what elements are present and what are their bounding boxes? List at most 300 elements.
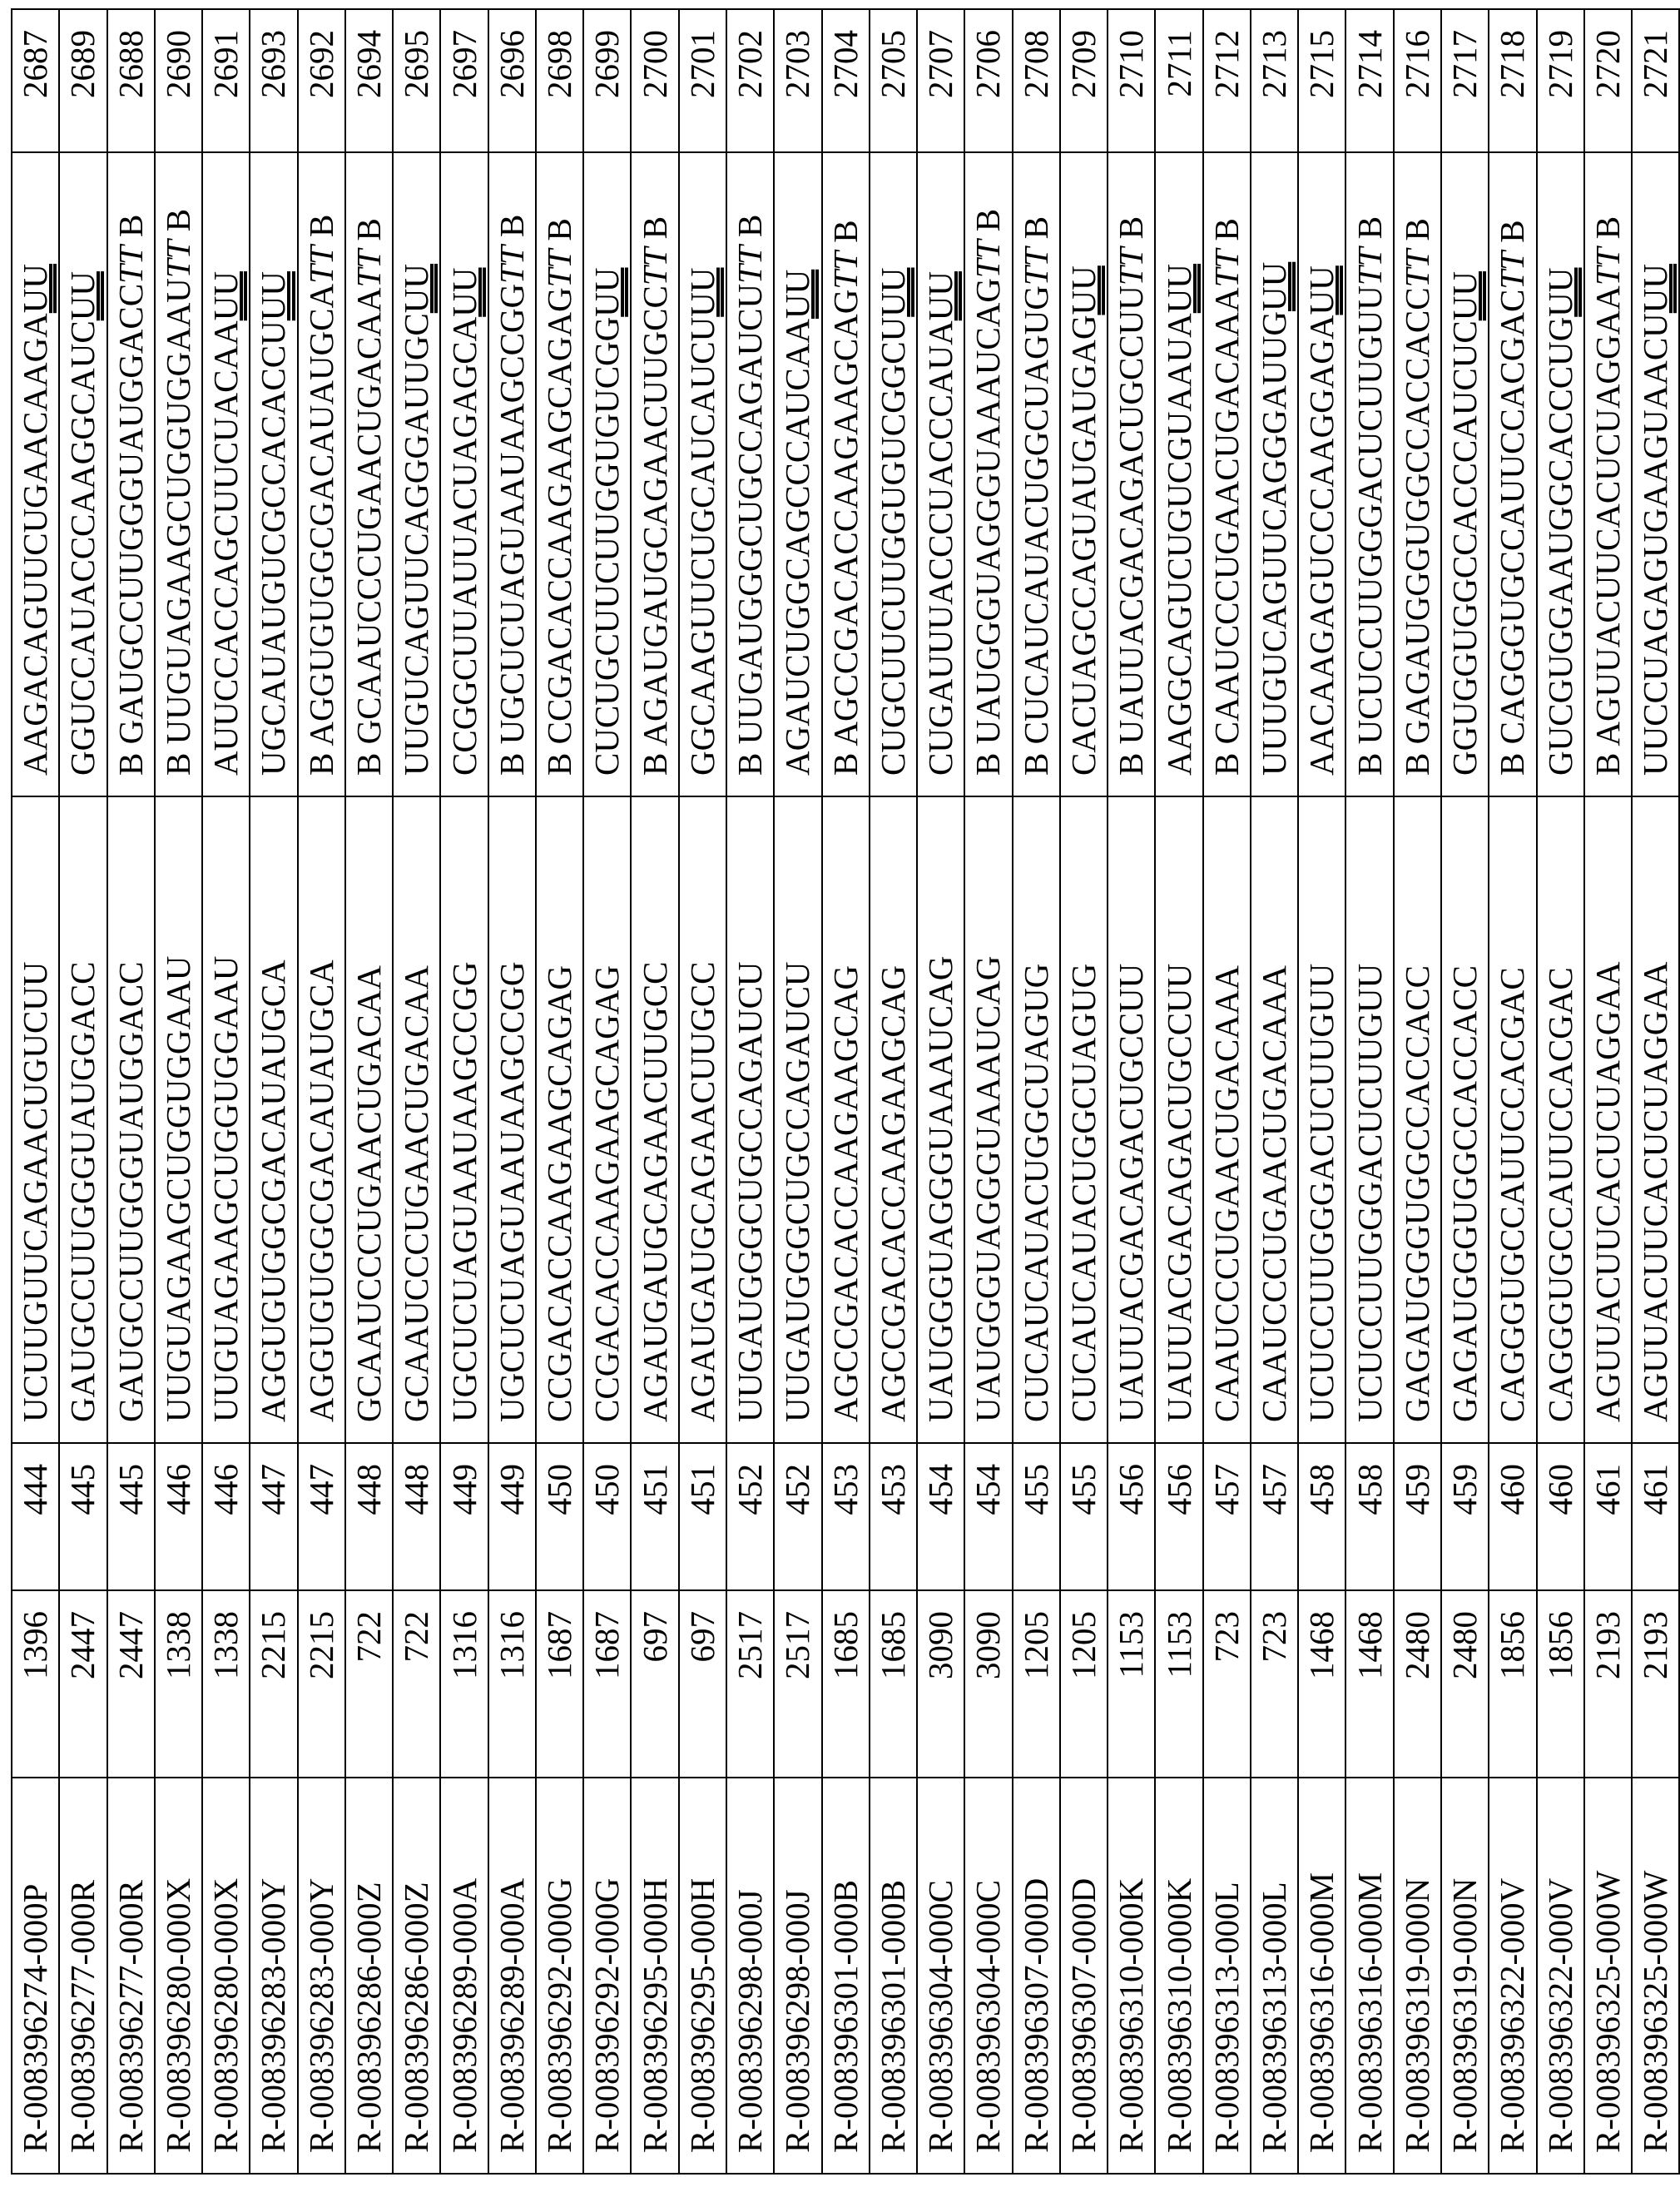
table-row xyxy=(1537,9,1584,2174)
antisense-seq-id-cell: 2687 xyxy=(12,9,59,152)
sense-sequence-cell: UGCUCUAGUAAUAAGCCGG xyxy=(488,796,536,1443)
antisense-core: UAUUACGACAGACUGCCUU xyxy=(1112,285,1150,744)
sense-sequence-cell: AGGUGUGGCGACAUAUGCA xyxy=(298,796,345,1443)
antisense-core: UCUCCUUGGGACUCUUGUU xyxy=(1350,285,1389,744)
table-row xyxy=(107,9,155,2174)
antisense-sequence-cell xyxy=(583,152,631,796)
antisense-core: AGAUGAUGCAGAACUUGCC xyxy=(636,285,674,746)
antisense-suffix: B xyxy=(1493,220,1531,251)
seq-id-number-cell: 449 xyxy=(488,1443,536,1590)
antisense-sequence-cell xyxy=(1298,152,1345,796)
antisense-sequence-cell xyxy=(1584,152,1632,796)
duplex-id-cell: R-008396325-000W xyxy=(1632,1778,1679,2174)
duplex-id-cell: R-008396304-000C xyxy=(964,1778,1012,2174)
table-row xyxy=(250,9,297,2174)
antisense-core: GUCGUGGAAUGGCACCCUG xyxy=(1541,317,1579,776)
sense-sequence-cell: AGGUGUGGCGACAUAUGCA xyxy=(250,796,297,1443)
duplex-id-cell: R-008396322-000V xyxy=(1489,1778,1536,2174)
antisense-core: CAGGGUGCCAUUCCACGAC xyxy=(1493,290,1531,745)
position-number-cell: 697 xyxy=(631,1590,678,1778)
antisense-seq-id-cell: 2714 xyxy=(1345,9,1393,152)
antisense-overhang: UU xyxy=(1064,265,1103,315)
antisense-overhang: UU xyxy=(1445,271,1484,320)
duplex-id-cell: R-008396283-000Y xyxy=(298,1778,345,2174)
antisense-prefix: B xyxy=(159,744,197,776)
antisense-overhang: TT xyxy=(1493,251,1531,290)
antisense-overhang: TT xyxy=(540,250,578,288)
sense-sequence-cell: GCAAUCCCUGAACUGACAA xyxy=(393,796,440,1443)
seq-id-number-cell: 457 xyxy=(1203,1443,1251,1590)
antisense-overhang: TT xyxy=(826,251,865,290)
position-number-cell: 1687 xyxy=(583,1590,631,1778)
antisense-prefix: B xyxy=(493,744,531,776)
position-number-cell: 2193 xyxy=(1584,1590,1632,1778)
antisense-overhang: UU xyxy=(254,271,292,320)
antisense-sequence-cell xyxy=(1155,152,1202,796)
sense-sequence-cell: CAAUCCCUGAACUGACAAA xyxy=(1203,796,1251,1443)
antisense-seq-id-cell: 2718 xyxy=(1489,9,1536,152)
antisense-sequence-cell xyxy=(917,152,964,796)
position-number-cell: 1687 xyxy=(536,1590,583,1778)
seq-id-number-cell: 456 xyxy=(1155,1443,1202,1590)
antisense-seq-id-cell: 2698 xyxy=(536,9,583,152)
table-row xyxy=(964,9,1012,2174)
antisense-sequence-cell xyxy=(1632,152,1679,796)
antisense-prefix: B xyxy=(969,744,1007,776)
duplex-id-cell: R-008396292-000G xyxy=(536,1778,583,2174)
seq-id-number-cell: 454 xyxy=(964,1443,1012,1590)
antisense-sequence-cell xyxy=(1537,152,1584,796)
antisense-overhang: UU xyxy=(1302,265,1341,315)
sense-sequence-cell: AGCCGACACCAAGAAGCAG xyxy=(870,796,917,1443)
duplex-id-cell: R-008396319-000N xyxy=(1394,1778,1441,2174)
antisense-sequence-cell xyxy=(59,152,107,796)
antisense-sequence-cell xyxy=(107,152,155,796)
antisense-seq-id-cell: 2689 xyxy=(59,9,107,152)
antisense-core: GCAAUCCCUGAACUGACAA xyxy=(349,287,388,744)
seq-id-number-cell: 455 xyxy=(1060,1443,1108,1590)
antisense-prefix: B xyxy=(1112,744,1150,776)
antisense-core: UGCUCUAGUAAUAAGCCGG xyxy=(493,284,531,745)
antisense-core: UAUGGGUAGGGUAAAUCAG xyxy=(969,278,1007,744)
antisense-prefix: B xyxy=(1588,746,1627,776)
antisense-core: GAGAUGGGUGGCCACCACC xyxy=(1398,287,1436,744)
antisense-core: CUCAUCAUACUGGCUAGUG xyxy=(1017,285,1055,744)
antisense-sequence-cell xyxy=(393,152,440,796)
antisense-core: AGGUGUGGCGACAUAUGCA xyxy=(302,284,340,746)
antisense-sequence-cell xyxy=(1345,152,1393,796)
sense-sequence-cell: GAGAUGGGUGGCCACCACC xyxy=(1441,796,1489,1443)
table-body xyxy=(12,9,1679,2174)
antisense-suffix: B xyxy=(1398,218,1436,250)
antisense-sequence-cell xyxy=(202,152,250,796)
antisense-suffix: B xyxy=(826,220,865,251)
duplex-id-cell: R-008396286-000Z xyxy=(345,1778,393,2174)
antisense-suffix: B xyxy=(1350,216,1389,248)
duplex-id-cell: R-008396292-000G xyxy=(583,1778,631,2174)
table-row xyxy=(679,9,726,2174)
antisense-seq-id-cell: 2701 xyxy=(679,9,726,152)
antisense-prefix: B xyxy=(540,744,578,776)
antisense-seq-id-cell: 2705 xyxy=(870,9,917,152)
seq-id-number-cell: 449 xyxy=(440,1443,488,1590)
antisense-core: CCGGCUUAUUACUAGAGCA xyxy=(445,317,483,776)
antisense-core: GGUGGUGGCCACCCAUCUC xyxy=(1445,320,1484,776)
antisense-core: CACUAGCCAGUAUGAUGAG xyxy=(1064,315,1103,776)
sense-sequence-cell: GAUGCCUUGGGUAUGGACC xyxy=(59,796,107,1443)
sense-sequence-cell: UUGUAGAAGCUGGUGGAAU xyxy=(155,796,202,1443)
antisense-overhang: UU xyxy=(397,264,435,313)
sense-sequence-cell: UUGAUGGGCUGCCAGAUCU xyxy=(774,796,821,1443)
table-row xyxy=(155,9,202,2174)
duplex-id-cell: R-008396274-000P xyxy=(12,1778,59,2174)
antisense-seq-id-cell: 2721 xyxy=(1632,9,1679,152)
antisense-sequence-cell xyxy=(536,152,583,796)
antisense-core: CUGCUUCUUGGUGUCGGCU xyxy=(874,317,912,776)
position-number-cell: 1205 xyxy=(1013,1590,1060,1778)
table-row xyxy=(583,9,631,2174)
antisense-overhang: UU xyxy=(1160,264,1198,313)
sense-sequence-cell: UUGUAGAAGCUGGUGGAAU xyxy=(202,796,250,1443)
duplex-id-cell: R-008396313-000L xyxy=(1251,1778,1298,2174)
duplex-id-cell: R-008396313-000L xyxy=(1203,1778,1251,2174)
seq-id-number-cell: 460 xyxy=(1489,1443,1536,1590)
seq-id-number-cell: 446 xyxy=(202,1443,250,1590)
antisense-seq-id-cell: 2710 xyxy=(1108,9,1155,152)
antisense-overhang: TT xyxy=(969,240,1007,278)
duplex-id-cell: R-008396277-000R xyxy=(59,1778,107,2174)
seq-id-number-cell: 450 xyxy=(536,1443,583,1590)
antisense-seq-id-cell: 2697 xyxy=(440,9,488,152)
seq-id-number-cell: 451 xyxy=(631,1443,678,1590)
duplex-id-cell: R-008396325-000W xyxy=(1584,1778,1632,2174)
sense-sequence-cell: CUCAUCAUACUGGCUAGUG xyxy=(1013,796,1060,1443)
table-row xyxy=(440,9,488,2174)
antisense-overhang: TT xyxy=(1017,248,1055,286)
sense-sequence-cell: UCUCCUUGGGACUCUUGUU xyxy=(1345,796,1393,1443)
antisense-sequence-cell xyxy=(155,152,202,796)
antisense-core: UUGUCAGUUCAGGGAUUGC xyxy=(397,313,435,776)
sense-sequence-cell: GAGAUGGGUGGCCACCACC xyxy=(1394,796,1441,1443)
duplex-id-cell: R-008396295-000H xyxy=(631,1778,678,2174)
position-number-cell: 2480 xyxy=(1394,1590,1441,1778)
sense-sequence-cell: UAUUACGACAGACUGCCUU xyxy=(1108,796,1155,1443)
antisense-sequence-cell xyxy=(870,152,917,796)
antisense-core: CAAUCCCUGAACUGACAAA xyxy=(1207,287,1246,744)
antisense-core: UUCCUAGAGUGAAGUAACU xyxy=(1636,313,1674,776)
antisense-seq-id-cell: 2702 xyxy=(726,9,774,152)
antisense-prefix: B xyxy=(1207,744,1246,776)
antisense-seq-id-cell: 2716 xyxy=(1394,9,1441,152)
antisense-suffix: B xyxy=(1017,216,1055,248)
table-row xyxy=(488,9,536,2174)
table-row xyxy=(1632,9,1679,2174)
antisense-prefix: B xyxy=(1350,744,1389,776)
table-row xyxy=(1298,9,1345,2174)
antisense-sequence-cell xyxy=(964,152,1012,796)
antisense-sequence-cell xyxy=(1441,152,1489,796)
antisense-sequence-cell xyxy=(822,152,870,796)
position-number-cell: 3090 xyxy=(917,1590,964,1778)
sense-sequence-cell: AGUUACUUCACUCUAGGAA xyxy=(1632,796,1679,1443)
antisense-core: CUCUGCUUCUUGGUGUCGG xyxy=(587,317,626,776)
position-number-cell: 2215 xyxy=(298,1590,345,1778)
seq-id-number-cell: 461 xyxy=(1632,1443,1679,1590)
antisense-core: AGCCGACACCAAGAAGCAG xyxy=(826,290,865,746)
seq-id-number-cell: 447 xyxy=(298,1443,345,1590)
table-row xyxy=(1441,9,1489,2174)
duplex-id-cell: R-008396280-000X xyxy=(155,1778,202,2174)
antisense-overhang: TT xyxy=(159,240,197,278)
position-number-cell: 2447 xyxy=(107,1590,155,1778)
table-row xyxy=(298,9,345,2174)
sense-sequence-cell: AGUUACUUCACUCUAGGAA xyxy=(1584,796,1632,1443)
duplex-id-cell: R-008396295-000H xyxy=(679,1778,726,2174)
seq-id-number-cell: 445 xyxy=(59,1443,107,1590)
position-number-cell: 1856 xyxy=(1537,1590,1584,1778)
antisense-suffix: B xyxy=(349,218,388,250)
antisense-overhang: TT xyxy=(302,245,340,284)
antisense-overhang: UU xyxy=(1255,262,1293,311)
position-number-cell: 2447 xyxy=(59,1590,107,1778)
antisense-seq-id-cell: 2693 xyxy=(250,9,297,152)
antisense-sequence-cell xyxy=(1013,152,1060,796)
seq-id-number-cell: 456 xyxy=(1108,1443,1155,1590)
position-number-cell: 723 xyxy=(1203,1590,1251,1778)
antisense-seq-id-cell: 2706 xyxy=(964,9,1012,152)
antisense-overhang: TT xyxy=(731,245,769,284)
antisense-seq-id-cell: 2717 xyxy=(1441,9,1489,152)
antisense-overhang: UU xyxy=(921,271,959,320)
antisense-overhang: UU xyxy=(1636,264,1674,313)
antisense-sequence-cell xyxy=(1203,152,1251,796)
antisense-overhang: TT xyxy=(1112,248,1150,286)
duplex-id-cell: R-008396277-000R xyxy=(107,1778,155,2174)
antisense-core: CUGAUUUACCCUACCCAUA xyxy=(921,320,959,776)
antisense-sequence-cell xyxy=(298,152,345,796)
position-number-cell: 1153 xyxy=(1108,1590,1155,1778)
table-row xyxy=(59,9,107,2174)
antisense-overhang: UU xyxy=(16,264,54,313)
position-number-cell: 2517 xyxy=(726,1590,774,1778)
duplex-id-cell: R-008396310-000K xyxy=(1108,1778,1155,2174)
seq-id-number-cell: 455 xyxy=(1013,1443,1060,1590)
sense-sequence-cell: UUGAUGGGCUGCCAGAUCU xyxy=(726,796,774,1443)
table-row xyxy=(1394,9,1441,2174)
table-row xyxy=(917,9,964,2174)
table-row xyxy=(631,9,678,2174)
duplex-id-cell: R-008396307-000D xyxy=(1060,1778,1108,2174)
seq-id-number-cell: 448 xyxy=(345,1443,393,1590)
seq-id-number-cell: 457 xyxy=(1251,1443,1298,1590)
rotated-table-page xyxy=(11,10,1621,2175)
antisense-core: CCGACACCAAGAAGCAGAG xyxy=(540,287,578,744)
antisense-overhang: TT xyxy=(636,248,674,286)
sense-sequence-cell: CAGGGUGCCAUUCCACGAC xyxy=(1537,796,1584,1443)
seq-id-number-cell: 445 xyxy=(107,1443,155,1590)
antisense-core: AAGACAGUUCUGAACAAGA xyxy=(16,313,54,776)
position-number-cell: 2193 xyxy=(1632,1590,1679,1778)
position-number-cell: 723 xyxy=(1251,1590,1298,1778)
sense-sequence-cell: UAUUACGACAGACUGCCUU xyxy=(1155,796,1202,1443)
antisense-core: AAGGCAGUCUGUCGUAAUA xyxy=(1160,313,1198,776)
antisense-suffix: B xyxy=(493,215,531,246)
duplex-id-cell: R-008396286-000Z xyxy=(393,1778,440,2174)
antisense-overhang: UU xyxy=(587,268,626,317)
antisense-seq-id-cell: 2715 xyxy=(1298,9,1345,152)
position-number-cell: 1153 xyxy=(1155,1590,1202,1778)
table-row xyxy=(774,9,821,2174)
duplex-id-cell: R-008396301-000B xyxy=(822,1778,870,2174)
antisense-core: UUUGUCAGUUCAGGGAUUG xyxy=(1255,311,1293,776)
antisense-sequence-cell xyxy=(631,152,678,796)
sense-sequence-cell: UAUGGGUAGGGUAAAUCAG xyxy=(964,796,1012,1443)
antisense-suffix: B xyxy=(731,215,769,246)
table-row xyxy=(1203,9,1251,2174)
antisense-core: GGUCCAUACCCAAGGCAUC xyxy=(63,320,102,776)
duplex-id-cell: R-008396304-000C xyxy=(917,1778,964,2174)
position-number-cell: 722 xyxy=(345,1590,393,1778)
sirna-sequence-table xyxy=(11,8,1680,2175)
seq-id-number-cell: 453 xyxy=(822,1443,870,1590)
table-row xyxy=(1489,9,1536,2174)
position-number-cell: 1685 xyxy=(870,1590,917,1778)
antisense-suffix: B xyxy=(969,209,1007,241)
antisense-overhang: UU xyxy=(206,271,245,320)
sense-sequence-cell: CCGACACCAAGAAGCAGAG xyxy=(583,796,631,1443)
antisense-prefix: B xyxy=(731,744,769,776)
table-row xyxy=(870,9,917,2174)
antisense-sequence-cell xyxy=(774,152,821,796)
sense-sequence-cell: UGCUCUAGUAAUAAGCCGG xyxy=(440,796,488,1443)
seq-id-number-cell: 461 xyxy=(1584,1443,1632,1590)
position-number-cell: 1338 xyxy=(202,1590,250,1778)
antisense-prefix: B xyxy=(1493,744,1531,776)
antisense-seq-id-cell: 2691 xyxy=(202,9,250,152)
antisense-seq-id-cell: 2713 xyxy=(1251,9,1298,152)
seq-id-number-cell: 447 xyxy=(250,1443,297,1590)
sense-sequence-cell: GCAAUCCCUGAACUGACAA xyxy=(345,796,393,1443)
sense-sequence-cell: AGCCGACACCAAGAAGCAG xyxy=(822,796,870,1443)
antisense-core: AUUCCACCAGCUUCUACAA xyxy=(206,320,245,776)
position-number-cell: 2517 xyxy=(774,1590,821,1778)
antisense-suffix: B xyxy=(636,216,674,248)
antisense-seq-id-cell: 2709 xyxy=(1060,9,1108,152)
seq-id-number-cell: 459 xyxy=(1441,1443,1489,1590)
position-number-cell: 1396 xyxy=(12,1590,59,1778)
duplex-id-cell: R-008396289-000A xyxy=(440,1778,488,2174)
antisense-overhang: TT xyxy=(349,250,388,288)
antisense-suffix: B xyxy=(1207,218,1246,250)
antisense-sequence-cell xyxy=(345,152,393,796)
antisense-sequence-cell xyxy=(1489,152,1536,796)
antisense-sequence-cell xyxy=(440,152,488,796)
table-row xyxy=(1345,9,1393,2174)
seq-id-number-cell: 454 xyxy=(917,1443,964,1590)
antisense-seq-id-cell: 2711 xyxy=(1155,9,1202,152)
antisense-overhang: TT xyxy=(1350,248,1389,286)
table-row xyxy=(12,9,59,2174)
antisense-overhang: UU xyxy=(874,268,912,317)
antisense-sequence-cell xyxy=(488,152,536,796)
antisense-seq-id-cell: 2695 xyxy=(393,9,440,152)
antisense-core: AACAAGAGUCCCAAGGAGA xyxy=(1302,315,1341,776)
antisense-suffix: B xyxy=(159,209,197,241)
antisense-sequence-cell xyxy=(679,152,726,796)
duplex-id-cell: R-008396283-000Y xyxy=(250,1778,297,2174)
antisense-core: UUGUAGAAGCUGGUGGAAU xyxy=(159,278,197,744)
duplex-id-cell: R-008396310-000K xyxy=(1155,1778,1202,2174)
antisense-seq-id-cell: 2708 xyxy=(1013,9,1060,152)
table-row xyxy=(536,9,583,2174)
antisense-overhang: TT xyxy=(493,245,531,284)
antisense-seq-id-cell: 2704 xyxy=(822,9,870,152)
antisense-prefix: B xyxy=(302,746,340,776)
seq-id-number-cell: 452 xyxy=(726,1443,774,1590)
table-row xyxy=(1251,9,1298,2174)
duplex-id-cell: R-008396316-000M xyxy=(1345,1778,1393,2174)
duplex-id-cell: R-008396307-000D xyxy=(1013,1778,1060,2174)
position-number-cell: 722 xyxy=(393,1590,440,1778)
antisense-seq-id-cell: 2720 xyxy=(1584,9,1632,152)
antisense-suffix: B xyxy=(1112,216,1150,248)
antisense-seq-id-cell: 2703 xyxy=(774,9,821,152)
antisense-sequence-cell xyxy=(12,152,59,796)
sense-sequence-cell: UCUCCUUGGGACUCUUGUU xyxy=(1298,796,1345,1443)
sense-sequence-cell: AGAUGAUGCAGAACUUGCC xyxy=(631,796,678,1443)
duplex-id-cell: R-008396280-000X xyxy=(202,1778,250,2174)
table-row xyxy=(822,9,870,2174)
duplex-id-cell: R-008396322-000V xyxy=(1537,1778,1584,2174)
antisense-prefix: B xyxy=(349,744,388,776)
position-number-cell: 697 xyxy=(679,1590,726,1778)
antisense-sequence-cell xyxy=(1394,152,1441,796)
antisense-suffix: B xyxy=(540,218,578,250)
seq-id-number-cell: 460 xyxy=(1537,1443,1584,1590)
antisense-prefix: B xyxy=(1017,744,1055,776)
position-number-cell: 1468 xyxy=(1345,1590,1393,1778)
position-number-cell: 1468 xyxy=(1298,1590,1345,1778)
antisense-sequence-cell xyxy=(1108,152,1155,796)
seq-id-number-cell: 458 xyxy=(1345,1443,1393,1590)
duplex-id-cell: R-008396289-000A xyxy=(488,1778,536,2174)
antisense-core: AGAUCUGGCAGCCCAUCAA xyxy=(778,319,816,776)
position-number-cell: 2480 xyxy=(1441,1590,1489,1778)
antisense-overhang: UU xyxy=(445,268,483,317)
antisense-overhang: TT xyxy=(1588,248,1627,286)
antisense-seq-id-cell: 2690 xyxy=(155,9,202,152)
table-row xyxy=(393,9,440,2174)
position-number-cell: 1856 xyxy=(1489,1590,1536,1778)
seq-id-number-cell: 448 xyxy=(393,1443,440,1590)
sense-sequence-cell: AGAUGAUGCAGAACUUGCC xyxy=(679,796,726,1443)
duplex-id-cell: R-008396319-000N xyxy=(1441,1778,1489,2174)
table-row xyxy=(1060,9,1108,2174)
antisense-overhang: TT xyxy=(1207,250,1246,288)
seq-id-number-cell: 451 xyxy=(679,1443,726,1590)
antisense-seq-id-cell: 2700 xyxy=(631,9,678,152)
antisense-suffix: B xyxy=(112,215,150,246)
position-number-cell: 1316 xyxy=(488,1590,536,1778)
sense-sequence-cell: UAUGGGUAGGGUAAAUCAG xyxy=(917,796,964,1443)
duplex-id-cell: R-008396301-000B xyxy=(870,1778,917,2174)
antisense-sequence-cell xyxy=(1060,152,1108,796)
antisense-core: UGCAUAUGUCGCCACACCU xyxy=(254,320,292,776)
table-row xyxy=(345,9,393,2174)
seq-id-number-cell: 446 xyxy=(155,1443,202,1590)
sense-sequence-cell: CCGACACCAAGAAGCAGAG xyxy=(536,796,583,1443)
seq-id-number-cell: 452 xyxy=(774,1443,821,1590)
